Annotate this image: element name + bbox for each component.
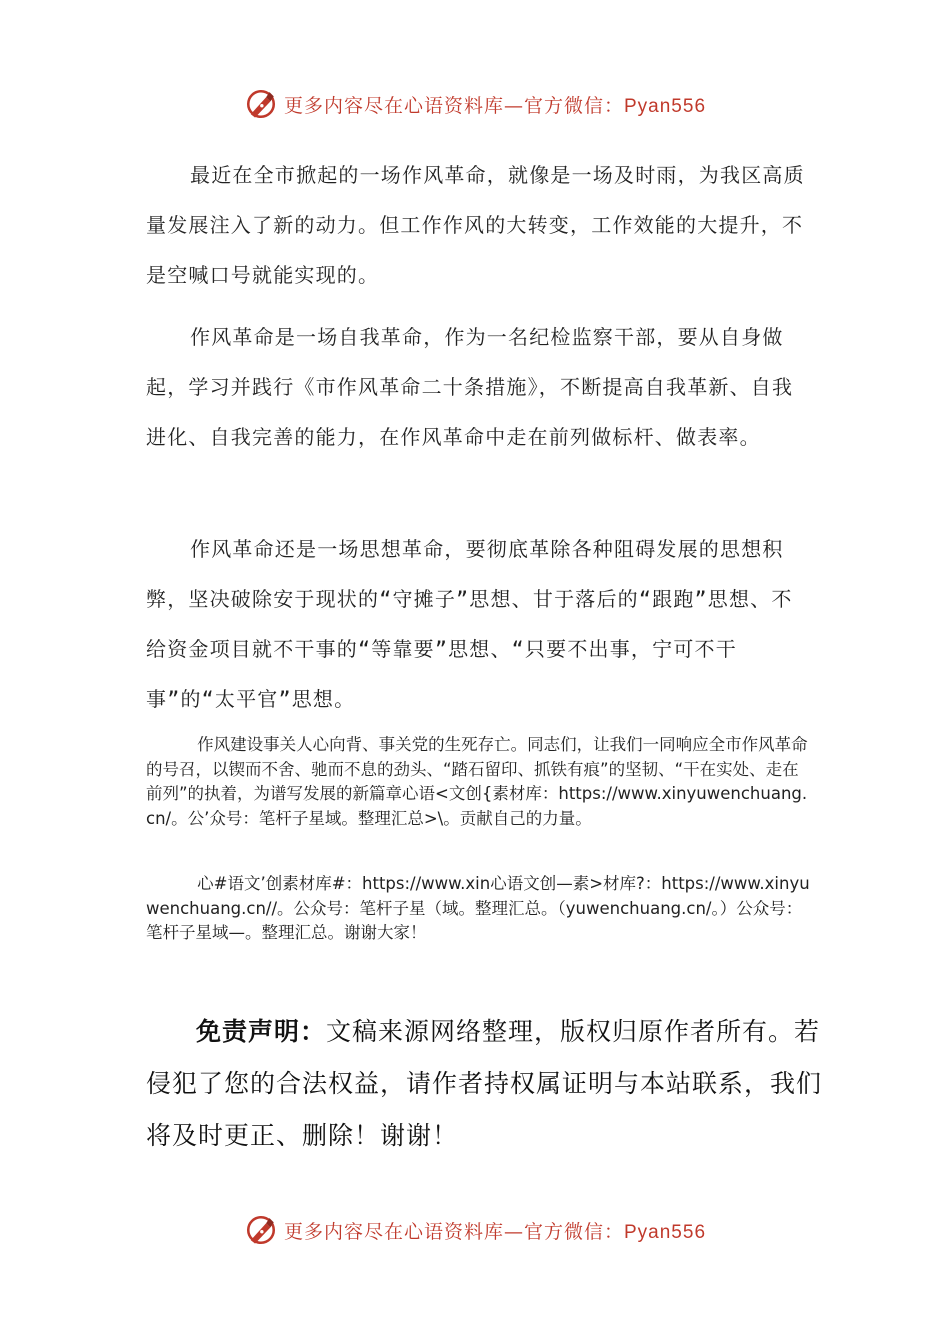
banner-dash: — [503, 94, 524, 117]
disclaimer-text: 文稿来源网络整理，版权归原作者所有。若侵犯了您的合法权益，请作者持权属证明与本站联系，我们将及时更正、删除！谢谢！ [146, 1017, 823, 1150]
small-paragraph-2: 心#语文’创素材库#：https://www.xin心语文创—素>材库?：https://www.xinyuwenchuang.cn//。公众号：笔杆子星（域。整理汇总。（yuwenchuang.cn/。）公众号：笔杆子星域—。整理汇总。谢谢大家！ [146, 874, 810, 942]
footer-wx-id: Pyan556 [624, 1221, 707, 1243]
banner-wx-id: Pyan556 [624, 95, 707, 117]
banner-site-name: 更多内容尽在心语资料库 [283, 94, 504, 117]
footer-banner [0, 1210, 950, 1250]
body-paragraph-2: 作风革命是一场自我革命，作为一名纪检监察干部，要从自身做起，学习并践行《市作风革命二十条措施》，不断提高自我革新、自我进化、自我完善的能力，在作风革命中走在前列做标杆、做表率。 [146, 325, 794, 449]
pen-nib-logo-icon [244, 1213, 278, 1247]
body-paragraph-3: 作风革命还是一场思想革命，要彻底革除各种阻碍发展的思想积弊，坚决破除安于现状的“守摊子”思想、甘于落后的“跟跑”思想、不给资金项目就不干事的“等靠要”思想、“只要不出事，宁可不干事”的“太平官”思想。 [146, 537, 793, 711]
banner-wx-label: 官方微信： [523, 94, 624, 117]
disclaimer-label: 免责声明： [196, 1017, 327, 1046]
footer-wx-label: 官方微信： [523, 1220, 624, 1243]
header-banner [0, 84, 950, 124]
footer-dash: — [503, 1220, 524, 1243]
banner-inner [244, 87, 706, 121]
pen-nib-logo-icon [244, 87, 278, 121]
footer-banner-text [284, 1217, 706, 1244]
footer-banner-inner [244, 1213, 706, 1247]
body-paragraph-1: 最近在全市掀起的一场作风革命，就像是一场及时雨，为我区高质量发展注入了新的动力。但工作作风的大转变，工作效能的大提升，不是空喊口号就能实现的。 [146, 163, 805, 287]
disclaimer [146, 1006, 822, 1162]
banner-text [284, 91, 706, 118]
footer-site-name: 更多内容尽在心语资料库 [283, 1220, 504, 1243]
small-paragraph-1: 作风建设事关人心向背、事关党的生死存亡。同志们，让我们一同响应全市作风革命的号召，以锲而不舍、驰而不息的劲头、“踏石留印、抓铁有痕”的坚韧、“干在实处、走在前列”的执着，为谱写发展的新篇章心语<文创{素材库：https://www.xinyuwenchuang.cn/。公’众号：笔杆子星域。整理汇总>\。贡献自己的力量。 [146, 735, 808, 828]
